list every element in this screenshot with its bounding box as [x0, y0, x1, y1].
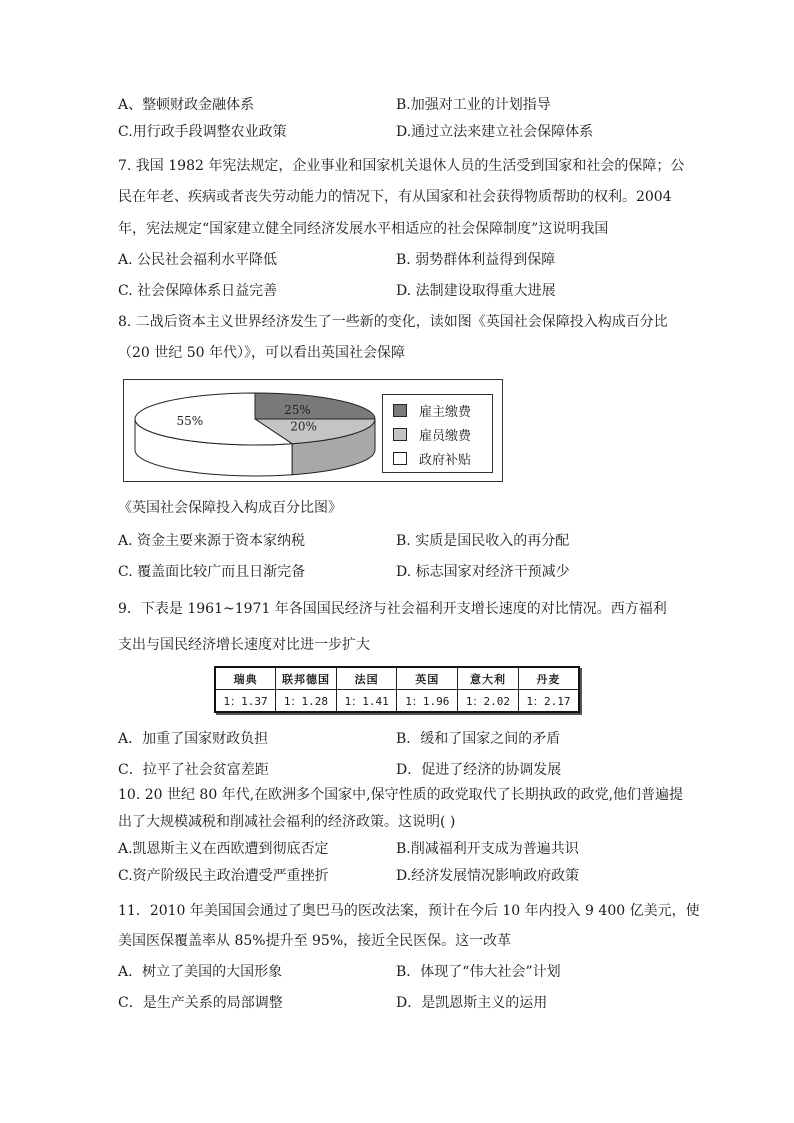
q9-option-d: D．促进了经济的协调发展 [396, 762, 562, 778]
q10-option-d: D.经济发展情况影响政府政策 [396, 868, 580, 884]
q8-option-b: B. 实质是国民收入的再分配 [396, 533, 570, 549]
q9-stem-line-1: 9．下表是 1961~1971 年各国国民经济与社会福利开支增长速度的对比情况。西方福利 [118, 601, 667, 617]
q6-option-a: A、整顿财政金融体系 [118, 97, 255, 113]
table-cell: 1：1.28 [276, 690, 337, 713]
q11-stem-line-2: 美国医保覆盖率从 85%提升至 95%，接近全民医保。这一改革 [118, 933, 512, 949]
q11-option-b: B．体现了“伟大社会”计划 [396, 964, 561, 980]
legend-item-government [393, 450, 471, 466]
q8-option-d: D. 标志国家对经济干预减少 [396, 564, 570, 580]
q9-option-c: C．拉平了社会贫富差距 [118, 762, 269, 778]
q11-option-c: C．是生产关系的局部调整 [118, 995, 283, 1011]
q7-option-c: C. 社会保障体系日益完善 [118, 283, 278, 299]
q7-stem-line-3: 年，宪法规定“国家建立健全同经济发展水平相适应的社会保障制度”这说明我国 [118, 221, 609, 237]
pie-slice-employer [255, 393, 375, 419]
q7-option-d: D. 法制建设取得重大进展 [396, 283, 556, 299]
q7-option-a: A. 公民社会福利水平降低 [118, 252, 278, 268]
q11-stem-line-1: 11．2010 年美国国会通过了奥巴马的医改法案，预计在今后 10 年内投入 9 400 亿美元，使 [118, 903, 700, 919]
q6-option-c: C.用行政手段调整农业政策 [118, 124, 287, 140]
pie-legend [382, 394, 493, 473]
pie-label-employee: 20% [290, 419, 317, 434]
table-header-cell: 联邦德国 [276, 667, 337, 690]
q8-figure-caption: 《英国社会保障投入构成百分比图》 [118, 500, 342, 516]
q6-option-b: B.加强对工业的计划指导 [396, 97, 551, 113]
legend-swatch-government [393, 452, 407, 465]
q8-option-a: A. 资金主要来源于资本家纳税 [118, 533, 306, 549]
q10-option-b: B.削减福利开支成为普遍共识 [396, 841, 579, 857]
table-header-cell: 丹麦 [518, 667, 579, 690]
q8-stem-line-2: （20 世纪 50 年代）》，可以看出英国社会保障 [118, 345, 405, 361]
table-cell: 1：1.37 [215, 690, 276, 713]
legend-item-employer [393, 402, 471, 418]
q10-stem-line-1: 10. 20 世纪 80 年代,在欧洲多个国家中,保守性质的政党取代了长期执政的政党,他们普遍提 [118, 787, 684, 803]
table-header-cell: 意大利 [458, 667, 519, 690]
q8-stem-line-1: 8. 二战后资本主义世界经济发生了一些新的变化，读如图《英国社会保障投入构成百分比 [118, 314, 668, 330]
q9-stem-line-2: 支出与国民经济增长速度对比进一步扩大 [118, 637, 370, 653]
q11-option-a: A．树立了美国的大国形象 [118, 964, 283, 980]
legend-label-government: 政府补贴 [419, 452, 472, 468]
q7-stem-line-1: 7. 我国 1982 年宪法规定，企业事业和国家机关退休人员的生活受到国家和社会的保障；公 [118, 158, 685, 174]
q8-option-c: C. 覆盖面比较广而且日渐完备 [118, 564, 306, 580]
growth-ratio-table [214, 666, 580, 713]
q6-option-d: D.通过立法来建立社会保障体系 [396, 124, 594, 140]
q10-option-a: A.凯恩斯主义在西欧遭到彻底否定 [118, 841, 329, 857]
q7-option-b: B. 弱势群体利益得到保障 [396, 252, 556, 268]
q11-option-d: D．是凯恩斯主义的运用 [396, 995, 548, 1011]
legend-label-employer: 雇主缴费 [419, 404, 472, 420]
table-header-cell: 瑞典 [215, 667, 276, 690]
q9-option-a: A．加重了国家财政负担 [118, 731, 269, 747]
table-header-cell: 法国 [336, 667, 397, 690]
legend-item-employee [393, 426, 471, 442]
table-cell: 1：2.02 [458, 690, 519, 713]
table-cell: 1：1.96 [397, 690, 458, 713]
table-row [215, 690, 579, 713]
table-header-row [215, 667, 579, 690]
table-cell: 1：1.41 [336, 690, 397, 713]
legend-label-employee: 雇员缴费 [419, 428, 472, 444]
q10-stem-line-2: 出了大规模减税和削减社会福利的经济政策。这说明( ) [118, 814, 456, 830]
q10-option-c: C.资产阶级民主政治遭受严重挫折 [118, 868, 329, 884]
q7-stem-line-2: 民在年老、疾病或者丧失劳动能力的情况下，有从国家和社会获得物质帮助的权利。2004 [118, 189, 672, 205]
table-header-cell: 英国 [397, 667, 458, 690]
legend-swatch-employee [393, 428, 407, 441]
legend-swatch-employer [393, 404, 407, 417]
pie-label-employer: 25% [284, 402, 311, 417]
pie-label-government: 55% [176, 414, 204, 429]
table-cell: 1：2.17 [518, 690, 579, 713]
q9-option-b: B．缓和了国家之间的矛盾 [396, 731, 561, 747]
